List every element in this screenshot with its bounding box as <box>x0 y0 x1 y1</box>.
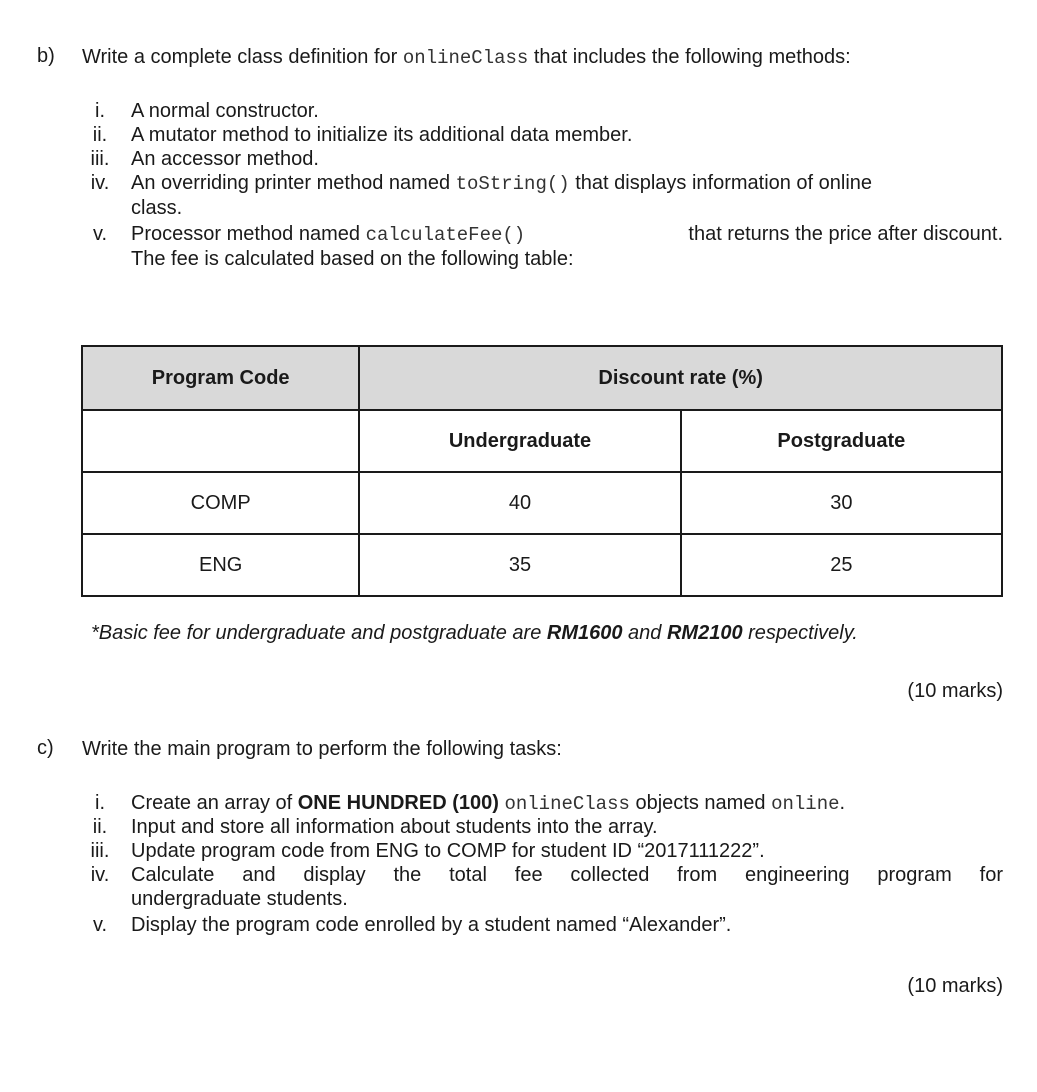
table-subheader-empty <box>82 410 359 472</box>
note-fee-postgraduate: RM2100 <box>666 622 743 644</box>
table-subheader-postgraduate: Postgraduate <box>681 410 1002 472</box>
discount-table <box>81 345 1003 597</box>
table-row <box>82 472 1002 534</box>
table-cell-program: ENG <box>82 534 359 596</box>
part-c-item-1-end: . <box>839 792 846 814</box>
table-cell-postgraduate: 30 <box>681 472 1002 534</box>
table-cell-undergraduate: 40 <box>359 472 680 534</box>
part-b-item-4-code: toString() <box>455 173 570 195</box>
part-b-item-5-before <box>131 222 525 247</box>
part-b-item-3-text: An accessor method. <box>131 148 319 170</box>
part-c-item-2-num: ii. <box>92 816 108 838</box>
part-c-item-1-num: i. <box>95 792 105 814</box>
part-b-item-2-text: A mutator method to initialize its additional data member. <box>131 124 633 146</box>
part-c-item-4-num: iv. <box>90 864 110 886</box>
part-b-intro-before: Write a complete class definition for <box>82 46 403 68</box>
part-b-item-4-num: iv. <box>90 172 110 194</box>
part-b-item-5-num: v. <box>92 223 108 245</box>
part-c-item-1-mid: objects named <box>629 792 772 814</box>
part-c-item-2-text: Input and store all information about students into the array. <box>131 816 658 838</box>
part-b-marks: (10 marks) <box>907 680 1003 702</box>
note-after: respectively. <box>742 622 858 644</box>
part-b-item-5-before-text: Processor method named <box>131 223 366 245</box>
part-c-item-5-num: v. <box>92 914 108 936</box>
part-b-item-5-code: calculateFee() <box>365 224 526 246</box>
part-b-item-4-before: An overriding printer method named <box>131 172 456 194</box>
part-b-item-3-num: iii. <box>90 148 110 170</box>
basic-fee-note <box>91 622 858 645</box>
part-b-item-1-num: i. <box>95 100 105 122</box>
part-b-item-4-line2: class. <box>131 197 183 219</box>
part-c-item-3-text: Update program code from ENG to COMP for student ID “2017111222”. <box>131 840 765 862</box>
table-header-discount-rate: Discount rate (%) <box>359 346 1002 410</box>
part-b-item-1-text: A normal constructor. <box>131 100 319 122</box>
table-subheader-undergraduate: Undergraduate <box>359 410 680 472</box>
part-b-item-5-text <box>131 222 1003 271</box>
part-c-marks: (10 marks) <box>907 975 1003 997</box>
note-fee-undergraduate: RM1600 <box>546 622 623 644</box>
part-c-item-1-before: Create an array of <box>131 792 298 814</box>
note-middle: and <box>622 622 667 644</box>
note-before: *Basic fee for undergraduate and postgraduate are <box>91 622 547 644</box>
part-c-label: c) <box>37 737 54 759</box>
part-b-item-4-after: that displays information of online <box>569 172 873 194</box>
table-row <box>82 534 1002 596</box>
part-c-item-1-code1: onlineClass <box>504 793 630 815</box>
table-cell-program: COMP <box>82 472 359 534</box>
table-header-program-code: Program Code <box>82 346 359 410</box>
part-c-item-1-text <box>131 791 1003 816</box>
part-c-item-4-text <box>131 863 1003 911</box>
part-b-item-4-text <box>131 171 1003 220</box>
part-c-intro: Write the main program to perform the following tasks: <box>82 738 562 760</box>
part-c-item-1-bold: ONE HUNDRED (100) <box>297 792 499 814</box>
table-subheader-row <box>82 410 1002 472</box>
table-cell-postgraduate: 25 <box>681 534 1002 596</box>
table-header-row <box>82 346 1002 410</box>
part-c-item-4-line2: undergraduate students. <box>131 888 348 910</box>
part-b-item-2-num: ii. <box>92 124 108 146</box>
part-b-label: b) <box>37 45 55 67</box>
part-b-intro <box>82 45 851 70</box>
table-cell-undergraduate: 35 <box>359 534 680 596</box>
part-b-item-5-after: that returns the price after discount. <box>688 223 1003 245</box>
part-b-intro-after: that includes the following methods: <box>528 46 851 68</box>
part-c-item-3-num: iii. <box>90 840 110 862</box>
part-c-item-4-line1: Calculate and display the total fee collected from engineering program for <box>131 864 1003 886</box>
part-b-intro-code: onlineClass <box>402 47 529 69</box>
part-c-item-1-code2: online <box>771 793 840 815</box>
part-c-item-5-text: Display the program code enrolled by a student named “Alexander”. <box>131 914 732 936</box>
part-b-item-5-line2: The fee is calculated based on the following table: <box>131 248 574 270</box>
